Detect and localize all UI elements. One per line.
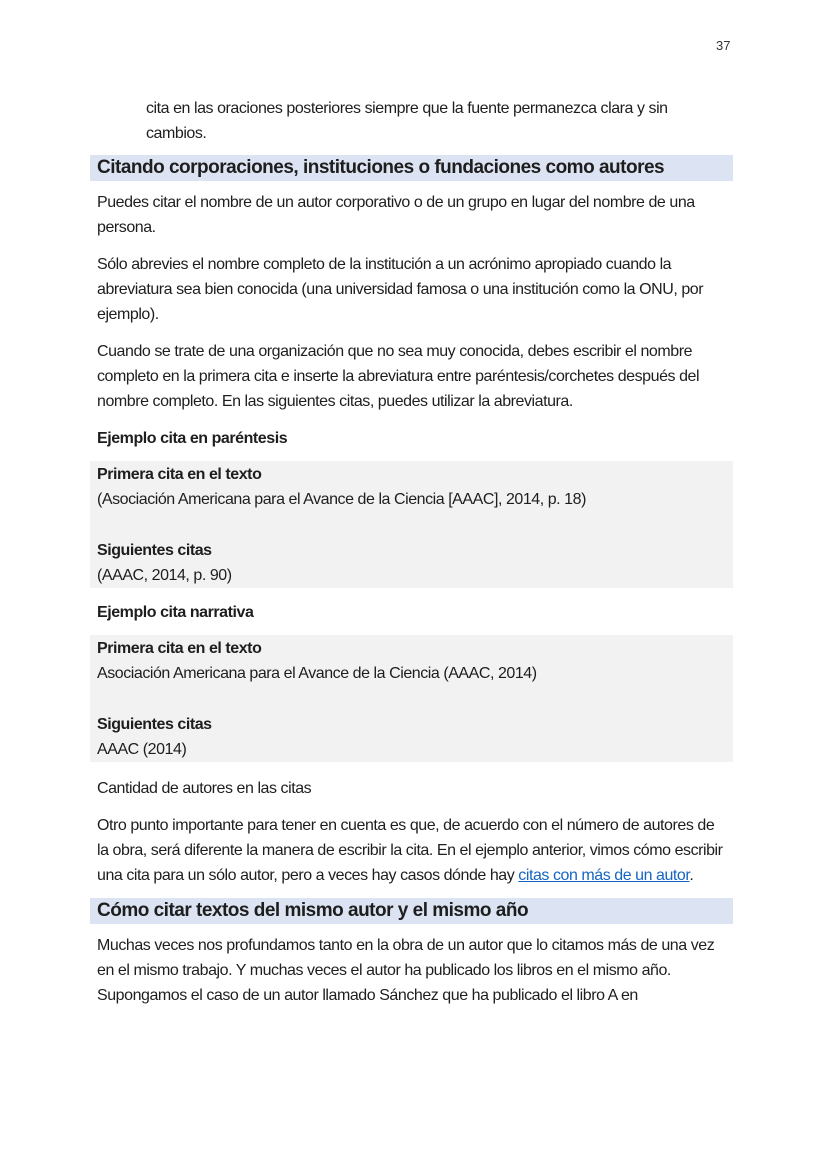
document-content [90, 96, 733, 1008]
paragraph-same-author-year: Muchas veces nos profundamos tanto en la obra de un autor que lo citamos más de una vez en el mismo trabajo. Y muchas veces el autor ha publicado los libros en el mismo año. Supongamos el caso de un autor llamado Sánchez que ha publicado el libro A en [97, 937, 715, 1004]
intro-continuation [90, 96, 733, 146]
multiple-authors-link[interactable]: citas con más de un autor [518, 867, 690, 884]
example-parenthetical-box [90, 461, 733, 588]
paragraph-corporate-author: Puedes citar el nombre de un autor corporativo o de un grupo en lugar del nombre de una persona. [97, 194, 695, 236]
authors-paragraph-text: Otro punto importante para tener en cuenta es que, de acuerdo con el número de autores de la obra, será diferente la manera de escribir la cita. En el ejemplo anterior, vimos cómo escribir una cita para un sólo autor, pero a veces hay casos dónde hay [97, 817, 723, 884]
next-citations-value: (AAAC, 2014, p. 90) [97, 567, 232, 584]
next-citations-label: Siguientes citas [97, 542, 212, 559]
paragraph-unknown-organization: Cuando se trate de una organización que no sea muy conocida, debes escribir el nombre completo en la primera cita e inserte la abreviatura entre paréntesis/corchetes después del nombre completo. En las siguientes citas, puedes utilizar la abreviatura. [97, 343, 700, 410]
next-citations-label: Siguientes citas [97, 716, 212, 733]
first-citation-label: Primera cita en el texto [97, 466, 262, 483]
example-parenthetical-title: Ejemplo cita en paréntesis [97, 430, 288, 447]
example-narrative-box [90, 635, 733, 762]
page-number: 37 [716, 38, 731, 53]
authors-paragraph-end: . [689, 867, 694, 884]
first-citation-label: Primera cita en el texto [97, 640, 262, 657]
paragraph-abbreviation-rule: Sólo abrevies el nombre completo de la institución a un acrónimo apropiado cuando la abreviatura sea bien conocida (una universidad famosa o una institución como la ONU, por ejemplo). [97, 256, 704, 323]
intro-line-2: cambios. [146, 125, 207, 142]
section-heading-same-author-year: Cómo citar textos del mismo autor y el mismo año [90, 898, 733, 924]
intro-line-1: cita en las oraciones posteriores siempre que la fuente permanezca clara y sin [146, 100, 668, 117]
next-citations-value: AAAC (2014) [97, 741, 187, 758]
example-narrative-title: Ejemplo cita narrativa [97, 604, 254, 621]
first-citation-value: Asociación Americana para el Avance de la Ciencia (AAAC, 2014) [97, 665, 537, 682]
paragraph-authors-count [90, 813, 733, 888]
authors-count-title: Cantidad de autores en las citas [97, 780, 312, 797]
section-heading-corporate-authors: Citando corporaciones, instituciones o fundaciones como autores [90, 155, 733, 181]
first-citation-value: (Asociación Americana para el Avance de la Ciencia [AAAC], 2014, p. 18) [97, 491, 586, 508]
